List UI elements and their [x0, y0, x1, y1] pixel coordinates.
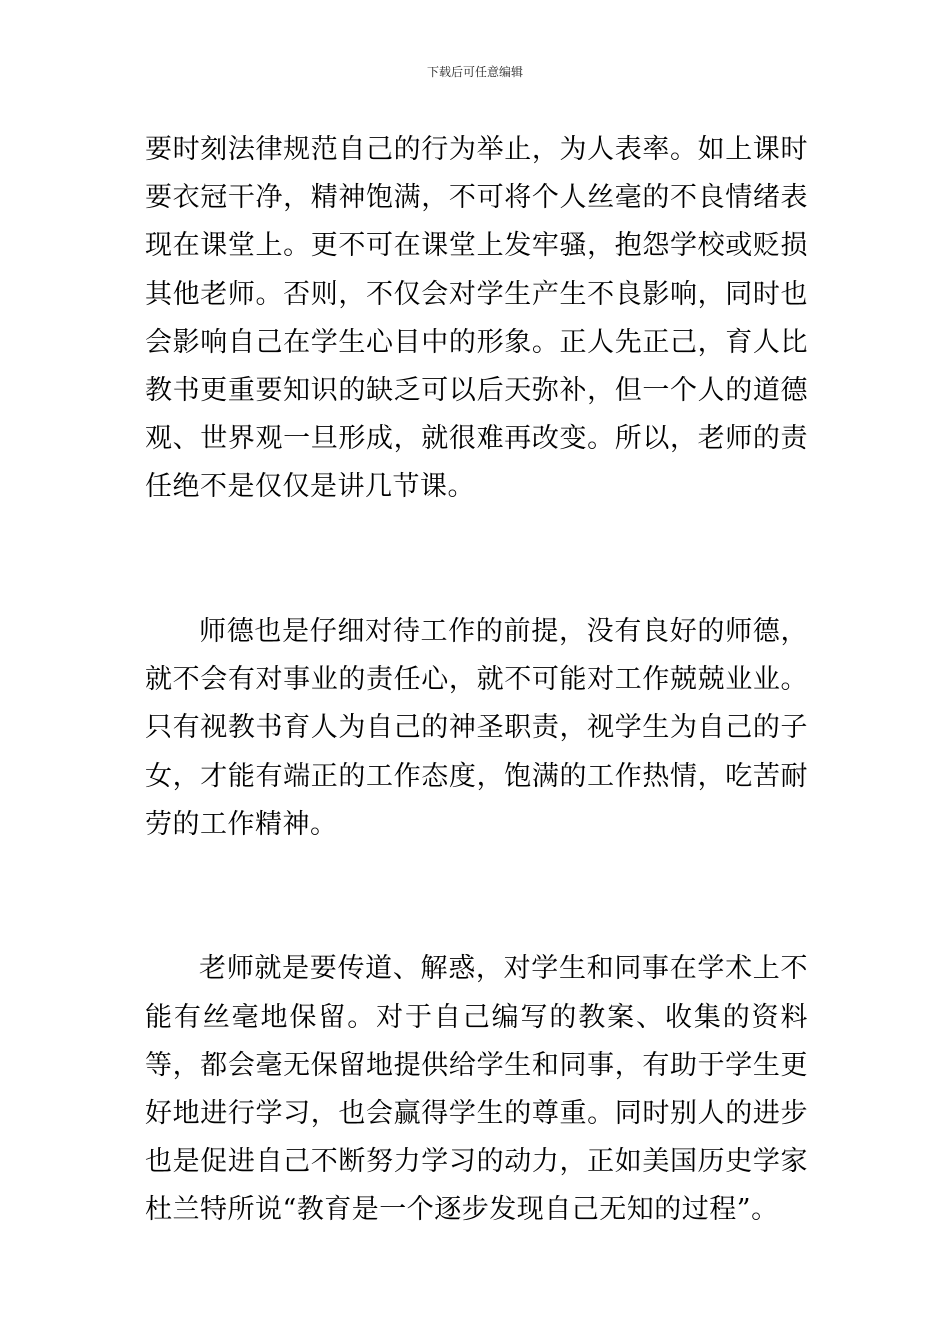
paragraph-continuation: 要时刻法律规范自己的行为举止，为人表率。如上课时要衣冠干净，精神饱满，不可将个人丝毫的不良情绪表现在课堂上。更不可在课堂上发牢骚，抱怨学校或贬损其他老师。否则，不仅会对学生产生不良影响，同时也会影响自己在学生心目中的形象。正人先正己，育人比教书更重要知识的缺乏可以后天弥补，但一个人的道德观、世界观一旦形成，就很难再改变。所以，老师的责任绝不是仅仅是讲几节课。 — [145, 134, 808, 503]
paragraph-gap — [145, 512, 808, 608]
paragraph-gap — [145, 849, 808, 945]
paragraph-teacher-ethics: 师德也是仔细对待工作的前提，没有良好的师德，就不会有对事业的责任心，就不可能对工作兢兢业业。只有视教书育人为自己的神圣职责，视学生为自己的子女，才能有端正的工作态度，饱满的工作热情，吃苦耐劳的工作精神。 — [145, 616, 808, 840]
page-header-note: 下载后可任意编辑 — [426, 65, 523, 79]
document-body — [145, 126, 808, 1235]
paragraph-teaching-sharing: 老师就是要传道、解惑，对学生和同事在学术上不能有丝毫地保留。对于自己编写的教案、收集的资料等，都会毫无保留地提供给学生和同事，有助于学生更好地进行学习，也会赢得学生的尊重。同时别人的进步也是促进自己不断努力学习的动力，正如美国历史学家杜兰特所说“教育是一个逐步发现自己无知的过程”。 — [145, 953, 808, 1226]
